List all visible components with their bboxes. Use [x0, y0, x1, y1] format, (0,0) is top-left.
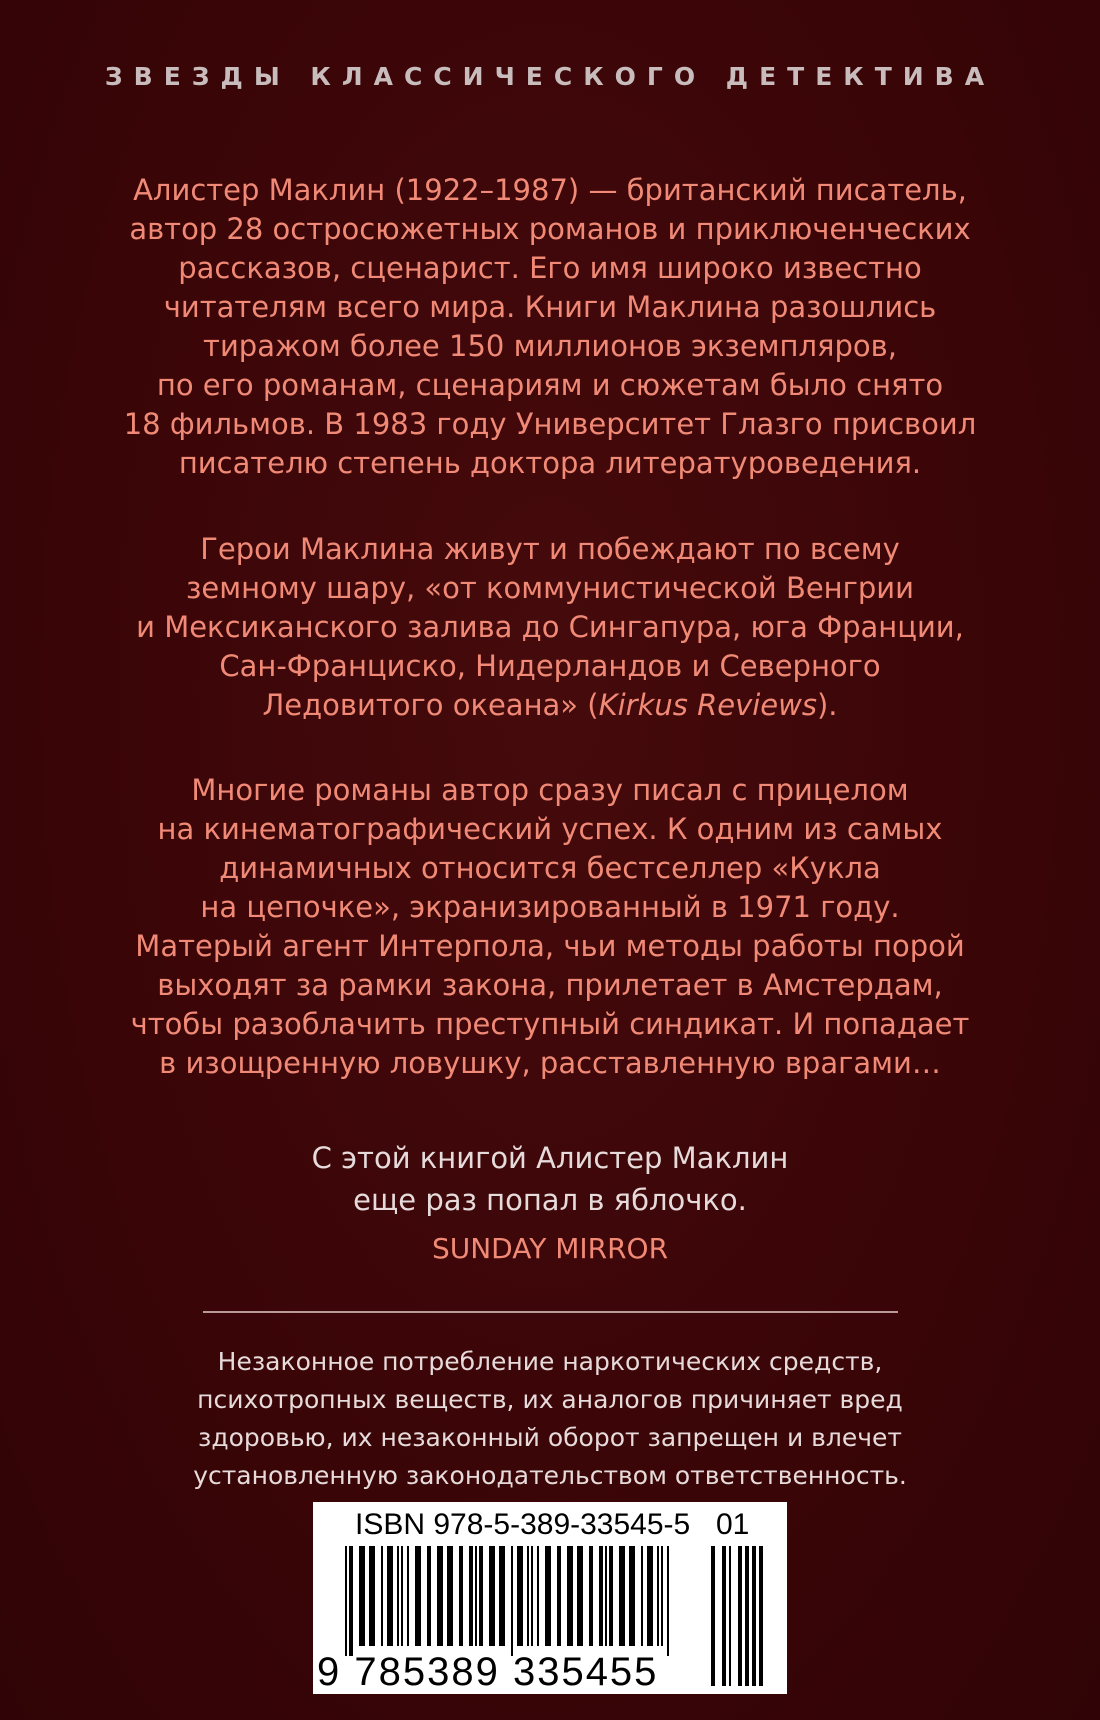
- quote-line: еще раз попал в яблочко.: [353, 1183, 747, 1217]
- barcode-bar: [557, 1546, 561, 1646]
- barcode-bar: [545, 1546, 551, 1646]
- isbn-label: ISBN 978-5-389-33545-5: [355, 1508, 691, 1541]
- barcode-bar: [359, 1546, 365, 1646]
- text-line: 18 фильмов. В 1983 году Университет Глазго присвоил: [123, 407, 977, 441]
- plot-paragraph: [60, 771, 1040, 1083]
- barcode-bar: [752, 1546, 756, 1686]
- warning-line: здоровью, их незаконный оборот запрещен и влечет: [198, 1423, 902, 1452]
- text-line: на цепочке», экранизированный в 1971 году.: [200, 890, 900, 924]
- text-line: по его романам, сценариям и сюжетам было снято: [156, 368, 944, 402]
- text-fragment: ).: [816, 688, 838, 722]
- barcode-bar: [589, 1546, 593, 1646]
- barcode-bar: [657, 1546, 659, 1646]
- text-line: земному шару, «от коммунистической Венгрии: [186, 571, 914, 605]
- text-line: автор 28 остросюжетных романов и приключенческих: [129, 212, 971, 246]
- text-line-with-citation: [60, 686, 1040, 725]
- warning-line: Незаконное потребление наркотических средств,: [217, 1347, 883, 1376]
- barcode-bar: [599, 1546, 603, 1646]
- series-title: ЗВЕЗДЫ КЛАССИЧЕСКОГО ДЕТЕКТИВА: [104, 62, 996, 91]
- barcode-bar: [387, 1546, 393, 1646]
- barcode-bar: [437, 1546, 443, 1646]
- isbn-addon: 01: [716, 1508, 750, 1541]
- barcode-bar: [499, 1546, 505, 1646]
- barcode-bar: [667, 1546, 669, 1656]
- barcode-bar: [415, 1546, 421, 1646]
- barcode-bar: [641, 1546, 643, 1646]
- barcode-bar: [609, 1546, 613, 1646]
- review-quote: [200, 1137, 900, 1221]
- isbn-barcode: [313, 1502, 787, 1694]
- barcode-bar: [567, 1546, 573, 1646]
- text-line: на кинематографический успех. К одним из самых: [157, 812, 943, 846]
- barcode-bar: [605, 1546, 607, 1646]
- quote-line: С этой книгой Алистер Маклин: [311, 1141, 789, 1175]
- quote-source: SUNDAY MIRROR: [431, 1232, 669, 1265]
- text-line: рассказов, сценарист. Его имя широко известно: [178, 251, 922, 285]
- barcode-bar: [447, 1546, 453, 1646]
- barcode-bar: [401, 1546, 403, 1646]
- barcode-bar: [537, 1546, 539, 1646]
- barcode-bar: [517, 1546, 523, 1646]
- barcode-bar: [397, 1546, 399, 1646]
- barcode-bar: [759, 1546, 763, 1686]
- warning-line: психотропных веществ, их аналогов причиняет вред: [197, 1385, 903, 1414]
- barcode-bar: [475, 1546, 477, 1646]
- text-line: читателям всего мира. Книги Маклина разошлись: [163, 290, 937, 324]
- barcode-bar: [369, 1546, 375, 1646]
- text-line: Сан-Франциско, Нидерландов и Северного: [219, 649, 881, 683]
- barcode-bar: [469, 1546, 473, 1646]
- text-line: Герои Маклина живут и побеждают по всему: [200, 532, 900, 566]
- citation-source: Kirkus Reviews: [598, 688, 817, 722]
- barcode-bar: [619, 1546, 625, 1646]
- barcode-bar: [345, 1546, 347, 1656]
- barcode-digits: 9 785389 335455: [317, 1650, 659, 1694]
- barcode-bar: [427, 1546, 431, 1646]
- barcode-bar: [381, 1546, 383, 1646]
- text-line: тиражом более 150 миллионов экземпляров,: [203, 329, 897, 363]
- barcode-bar: [629, 1546, 635, 1646]
- barcode-bar: [729, 1546, 731, 1686]
- text-line: Многие романы автор сразу писал с прицелом: [191, 773, 909, 807]
- barcode-bar: [647, 1546, 653, 1646]
- barcode-bar: [459, 1546, 463, 1646]
- text-line: в изощренную ловушку, расставленную врагами…: [159, 1046, 941, 1080]
- barcode-bar: [745, 1546, 749, 1686]
- barcode-bar: [511, 1546, 513, 1656]
- text-line: Матерый агент Интерпола, чьи методы работы порой: [135, 929, 965, 963]
- barcode-bar: [738, 1546, 742, 1686]
- barcode-bar: [711, 1546, 715, 1686]
- barcode-bar: [527, 1546, 529, 1646]
- barcode-bar: [577, 1546, 583, 1646]
- text-fragment: Ледовитого океана» (: [262, 688, 599, 722]
- warning-line: установленную законодательством ответственность.: [193, 1461, 907, 1490]
- heroes-paragraph: [60, 530, 1040, 725]
- barcode-bar: [722, 1546, 726, 1686]
- barcode-bar: [531, 1546, 533, 1646]
- text-line: Алистер Маклин (1922–1987) — британский писатель,: [133, 173, 967, 207]
- text-line: динамичных относится бестселлер «Кукла: [219, 851, 881, 885]
- legal-warning: [110, 1343, 990, 1495]
- text-line: писателю степень доктора литературоведения.: [178, 446, 922, 480]
- barcode-bar: [489, 1546, 495, 1646]
- barcode-bar: [407, 1546, 409, 1646]
- text-line: чтобы разоблачить преступный синдикат. И попадает: [130, 1007, 970, 1041]
- text-line: выходят за рамки закона, прилетает в Амстердам,: [157, 968, 943, 1002]
- divider: [203, 1311, 898, 1313]
- about-author-paragraph: [60, 171, 1040, 483]
- barcode-bar: [349, 1546, 353, 1656]
- text-line: и Мексиканского залива до Сингапура, юга Франции,: [136, 610, 964, 644]
- barcode-bar: [661, 1546, 663, 1646]
- barcode-bar: [479, 1546, 483, 1646]
